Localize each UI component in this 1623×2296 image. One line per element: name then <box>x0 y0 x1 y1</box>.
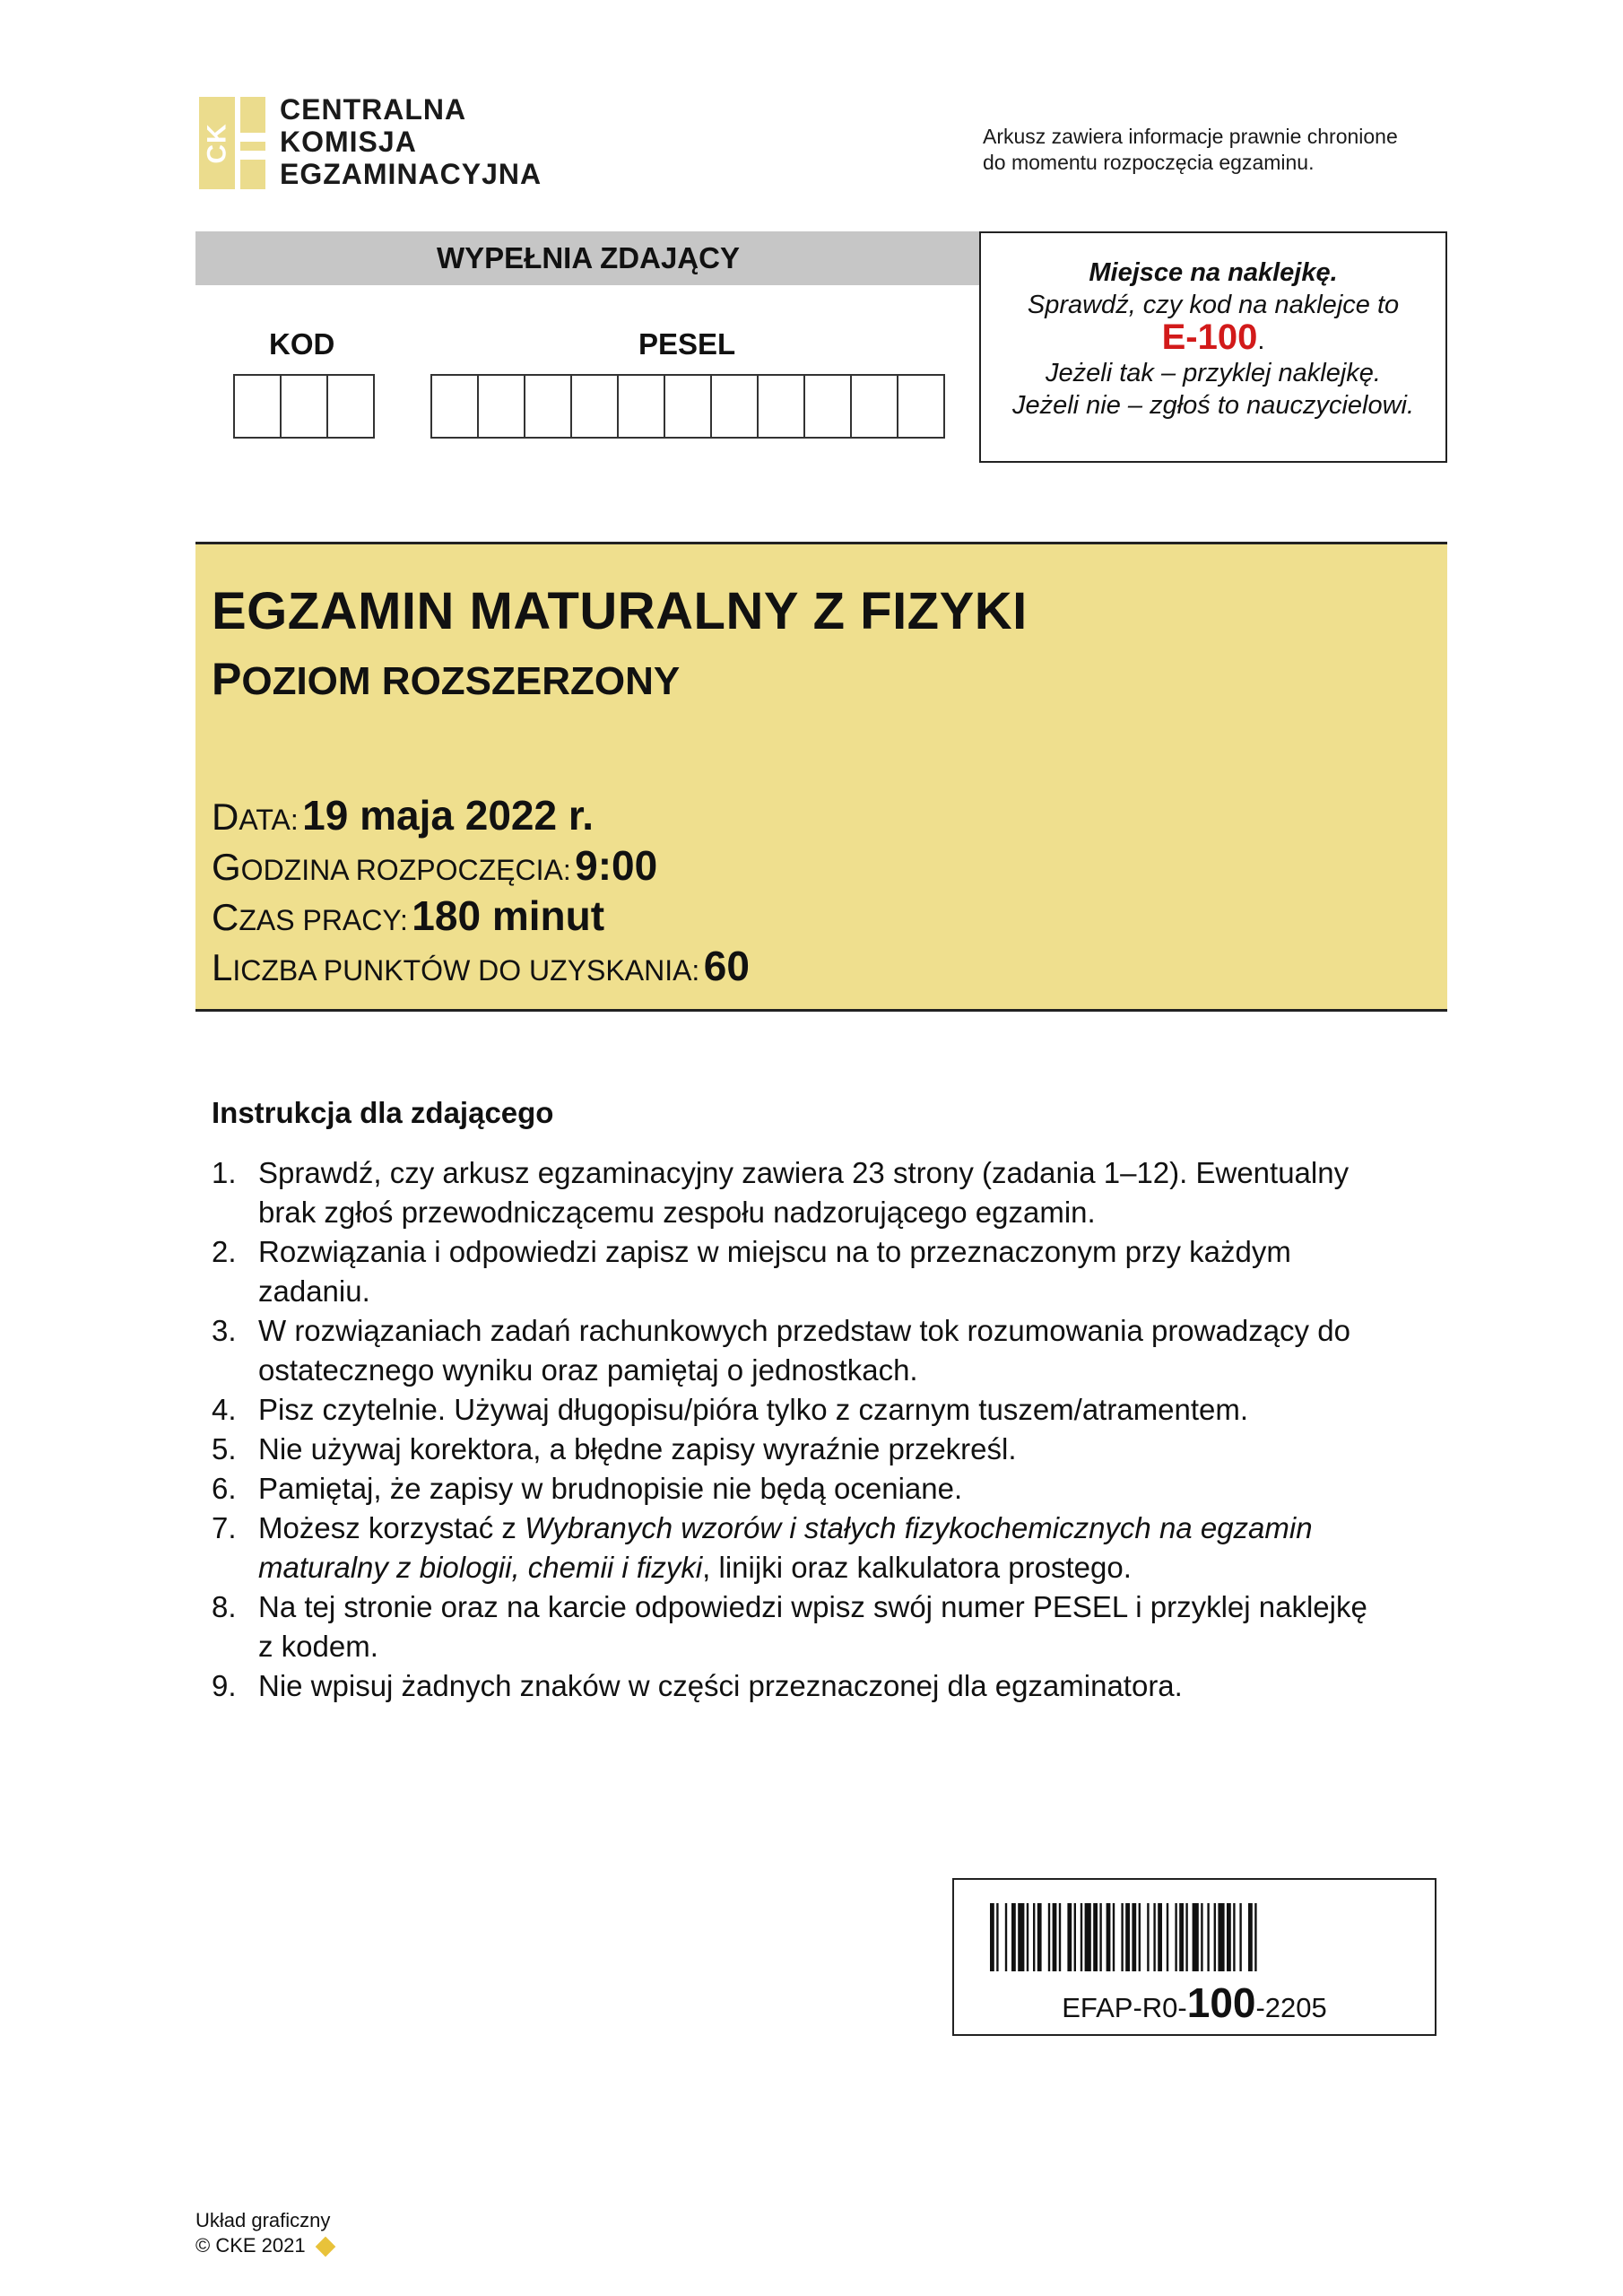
logo-line-2: KOMISJA <box>280 126 417 158</box>
kod-box[interactable] <box>282 376 328 437</box>
footer <box>195 2208 333 2258</box>
sticker-code: E-100 <box>1161 317 1258 357</box>
instructions-list <box>212 1153 1413 1706</box>
instruction-item: 8. Na tej stronie oraz na karcie odpowiedzi wpisz swój numer PESEL i przyklej naklejkę z kodem. <box>212 1590 1367 1663</box>
exam-duration-row: CZAS PRACY: 180 minut <box>212 892 605 939</box>
pesel-box[interactable] <box>852 376 898 437</box>
footer-line-1: Układ graficzny <box>195 2209 331 2231</box>
exam-points: 60 <box>703 943 750 989</box>
diamond-icon <box>315 2237 335 2257</box>
instruction-item: 6. Pamiętaj, że zapisy w brudnopisie nie będą oceniane. <box>212 1472 963 1505</box>
fill-section-title: WYPEŁNIA ZDAJĄCY <box>195 231 981 285</box>
barcode-icon <box>990 1903 1399 1971</box>
instructions-heading: Instrukcja dla zdającego <box>212 1096 554 1129</box>
notice-line-2: do momentu rozpoczęcia egzaminu. <box>983 151 1315 174</box>
exam-date: 19 maja 2022 r. <box>302 792 595 839</box>
exam-level: POZIOM ROZSZERZONY <box>212 654 681 704</box>
notice-line-1: Arkusz zawiera informacje prawnie chronione <box>983 125 1398 148</box>
exam-date-row: DATA: 19 maja 2022 r. <box>212 792 595 839</box>
exam-points-row: LICZBA PUNKTÓW DO UZYSKANIA: 60 <box>212 943 750 989</box>
pesel-box[interactable] <box>619 376 665 437</box>
pesel-box[interactable] <box>572 376 619 437</box>
footer-line-2: © CKE 2021 <box>195 2234 306 2257</box>
legal-notice <box>983 124 1398 176</box>
pesel-input-boxes <box>430 374 945 439</box>
pesel-box[interactable] <box>432 376 479 437</box>
pesel-box[interactable] <box>665 376 712 437</box>
sticker-area <box>979 231 1447 463</box>
instruction-item: 4. Pisz czytelnie. Używaj długopisu/pióra tylko z czarnym tuszem/atramentem. <box>212 1393 1249 1426</box>
pesel-box[interactable] <box>479 376 525 437</box>
instruction-item: 1. Sprawdź, czy arkusz egzaminacyjny zawiera 23 strony (zadania 1–12). Ewentualny brak zgłoś przewodniczącemu zespołu nadzorującego egzamin. <box>212 1156 1350 1229</box>
barcode-code: EFAP-R0-100-2205 <box>1062 1979 1327 2026</box>
sticker-code-suffix: . <box>1257 326 1265 355</box>
exam-title: EGZAMIN MATURALNY Z FIZYKI <box>212 582 1028 640</box>
pesel-box[interactable] <box>525 376 572 437</box>
cke-logo-text <box>280 93 542 190</box>
logo-mark-text: CK <box>203 122 232 164</box>
kod-input-boxes <box>233 374 375 439</box>
instruction-item: 9. Nie wpisuj żadnych znaków w części przeznaczonej dla egzaminatora. <box>212 1669 1183 1702</box>
exam-time-row: GODZINA ROZPOCZĘCIA: 9:00 <box>212 842 658 889</box>
cke-logo-mark <box>199 97 265 189</box>
pesel-box[interactable] <box>759 376 805 437</box>
logo-line-1: CENTRALNA <box>280 93 467 126</box>
instruction-item: 5. Nie używaj korektora, a błędne zapisy wyraźnie przekreśl. <box>212 1432 1017 1465</box>
pesel-box[interactable] <box>712 376 759 437</box>
pesel-label: PESEL <box>638 327 736 361</box>
instruction-item: 3. W rozwiązaniach zadań rachunkowych przedstaw tok rozumowania prowadzący do ostatecznego wyniku oraz pamiętaj o jednostkach. <box>212 1314 1350 1387</box>
sticker-line-3: Jeżeli tak – przyklej naklejkę. <box>1046 359 1381 387</box>
kod-label: KOD <box>269 327 335 361</box>
instruction-item: 2. Rozwiązania i odpowiedzi zapisz w miejscu na to przeznaczonym przy każdym zadaniu. <box>212 1235 1291 1308</box>
pesel-box[interactable] <box>898 376 945 437</box>
sticker-line-2: Sprawdź, czy kod na naklejce to <box>1027 291 1400 319</box>
kod-box[interactable] <box>328 376 375 437</box>
instruction-item: 7. Możesz korzystać z Wybranych wzorów i stałych fizykochemicznych na egzamin maturalny z biologii, chemii i fizyki, linijki oraz kalkulatora prostego. <box>212 1511 1313 1584</box>
pesel-box[interactable] <box>805 376 852 437</box>
sticker-line-1: Miejsce na naklejkę. <box>1089 258 1338 287</box>
logo-line-3: EGZAMINACYJNA <box>280 158 542 190</box>
kod-box[interactable] <box>235 376 282 437</box>
exam-duration: 180 minut <box>412 892 605 939</box>
sticker-line-4: Jeżeli nie – zgłoś to nauczycielowi. <box>1011 391 1415 420</box>
exam-time: 9:00 <box>575 842 658 889</box>
